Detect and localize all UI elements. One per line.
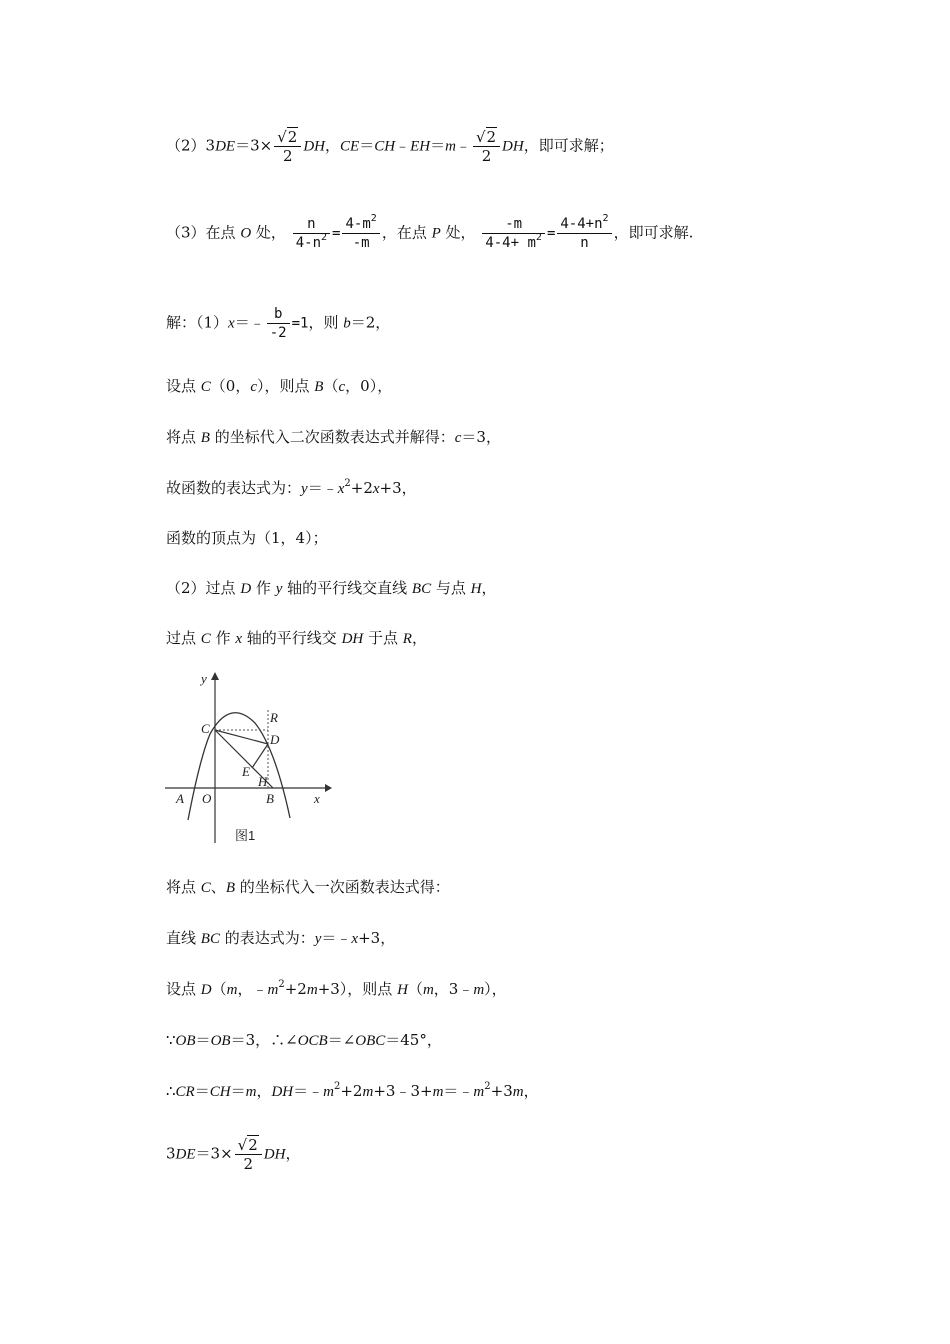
fraction-b-over-neg2: $\frac{b}{-2}$ [267,305,290,342]
hint-part-3: （3）在点 O 处， $\frac{n}{4-n^2}$ = $\frac{4-m^2}{-m}$ ，在点 P 处， $\frac{-m}{4-4+ m^2}$ = $\frac{4-4+n^2}{n}$ ，即可求解. [166,213,694,251]
solution-line-7: 过点 C 作 x 轴的平行线交 DH 于点 R， [166,629,427,647]
label-e: E [242,764,250,779]
solution-line-1: 解：（1）x＝﹣ $\frac{b}{-2}$ =1，则 b＝2， [166,306,391,341]
solution-line-11: ∵OB＝OB＝3，∴∠OCB＝∠OBC＝45°， [166,1031,442,1049]
hint-part-2: （2）3DE＝3× $\frac{√2}{2}$ DH，CE＝CH﹣EH＝m﹣ $\frac{√2}{2}$ DH，即可求解； [166,128,614,165]
figure-caption: 图1 [235,828,256,843]
fraction-sqrt2-over-2: $\frac{√2}{2}$ [274,128,301,165]
solution-line-3: 将点 B 的坐标代入二次函数表达式并解得：c＝3， [166,428,501,446]
solution-line-5: 函数的顶点为（1，4）； [166,529,328,547]
label-a: A [176,791,184,806]
line-de [252,744,268,768]
solution-line-13: 3DE＝3× $\frac{√2}{2}$ DH， [166,1136,301,1173]
solution-line-10: 设点 D（m，$﹣m^2+2m+3$），则点 H（m，3﹣m）， [166,979,507,998]
label-x: x [314,791,320,806]
fraction-sqrt2-over-2-b: $\frac{√2}{2}$ [473,128,500,165]
label-d: D [270,732,280,747]
line-cd [215,730,268,744]
fraction-4-4-n2-over-n: $\frac{4-4+n^2}{n}$ [557,215,611,252]
label-y: y [201,671,207,686]
solution-line-12: ∴CR＝CH＝m，$DH=﹣m^2+2m+3﹣3+m=﹣m^2+3m$， [166,1081,539,1100]
label-o: O [202,791,212,806]
solution-line-6: （2）过点 D 作 y 轴的平行线交直线 BC 与点 H， [166,579,497,597]
label-r: R [270,710,278,725]
solution-line-4: 故函数的表达式为：$y=﹣x^2+2x+3$， [166,478,417,497]
fraction-sqrt2-over-2-c: $\frac{√2}{2}$ [235,1136,262,1173]
x-axis-arrow-icon [325,784,332,792]
fraction-n-over-4-n2: $\frac{n}{4-n^2}$ [293,215,330,252]
solution-line-9: 直线 BC 的表达式为：y＝﹣x+3， [166,929,396,947]
fraction-m-over-4-4-m2: $\frac{-m}{4-4+ m^2}$ [482,215,545,252]
y-axis-arrow-icon [211,672,219,680]
figure-1-diagram [160,668,335,848]
label-h: H [258,774,268,789]
label-c: C [201,721,210,736]
label-b: B [266,791,274,806]
solution-line-2: 设点 C（0，c），则点 B（c，0）， [166,377,393,395]
fraction-4-m2-over-m: $\frac{4-m^2}{-m}$ [342,215,379,252]
solution-line-8: 将点 C、B 的坐标代入一次函数表达式得： [166,878,450,896]
